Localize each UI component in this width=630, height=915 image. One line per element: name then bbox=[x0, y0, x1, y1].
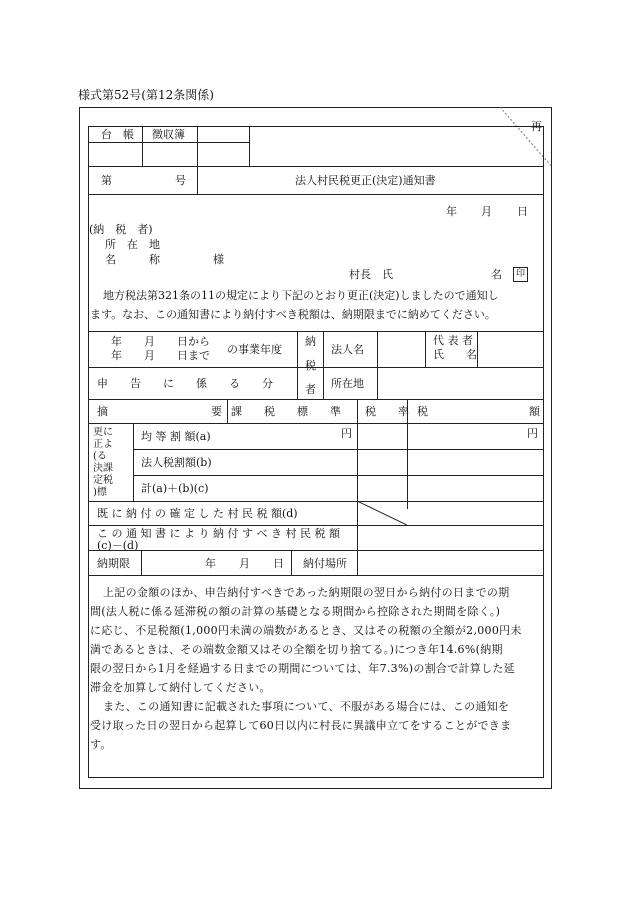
corporation-name-label: 法人名 bbox=[331, 343, 364, 356]
confirmed-tax-label: 既 に 納 付 の 確 定 し た 村 民 税 額(d) bbox=[97, 507, 298, 520]
number-suffix: 号 bbox=[175, 174, 186, 187]
date-year: 年 bbox=[446, 205, 457, 218]
due-month: 月 bbox=[239, 557, 250, 570]
payable-tax-label-2: (c)－(d) bbox=[97, 539, 139, 552]
taxpayer-address-label: 所 在 地 bbox=[105, 238, 160, 251]
fiscal-year-label: の事業年度 bbox=[227, 343, 282, 356]
note-line-6: 滞金を加算して納付してください。 bbox=[90, 681, 271, 694]
due-year: 年 bbox=[205, 557, 216, 570]
taxpayer-vertical-2: 税 bbox=[305, 359, 316, 372]
date-day: 日 bbox=[517, 205, 528, 218]
taxpayer-vertical-1: 納 bbox=[305, 335, 316, 348]
yen-tax: 円 bbox=[527, 427, 538, 440]
tax-base-header: 課 税 標 準 bbox=[231, 405, 341, 418]
date-month: 月 bbox=[481, 205, 492, 218]
note-line-8: 受け取った日の翌日から起算して60日以内に村長に異議申立てをすることができま bbox=[90, 719, 512, 732]
tax-rate-header: 税 率 bbox=[365, 405, 409, 418]
note-line-2: 間(法人税に係る延滞税の額の計算の基礎となる期間から控除された期間を除く。) bbox=[90, 605, 501, 618]
payment-place-label: 納付場所 bbox=[303, 557, 347, 570]
declaration-label: 申 告 に 係 る 分 bbox=[97, 377, 273, 390]
yen-base: 円 bbox=[341, 427, 352, 440]
note-line-3: に応じ、不足税額(1,000円未満の端数があるとき、又はその税額の全額が2,000円未 bbox=[90, 624, 522, 637]
tax-amount-header-b: 額 bbox=[529, 405, 540, 418]
summary-header-a: 摘 bbox=[97, 405, 108, 418]
equal-levy-label: 均 等 割 額(a) bbox=[141, 430, 211, 443]
seal-mark: 印 bbox=[513, 267, 528, 282]
collection-book-label: 徴収簿 bbox=[152, 128, 185, 141]
representative-label-1: 代 表 者 bbox=[433, 334, 473, 347]
side-label: 更に 正よ (る 決課 定税 )標 bbox=[93, 427, 113, 498]
ledger-label: 台 帳 bbox=[101, 128, 134, 141]
blank-diagonal bbox=[357, 501, 407, 550]
payable-tax-label-1: こ の 通 知 書 に よ り 納 付 す べ き 村 民 税 額 bbox=[97, 527, 340, 540]
number-prefix: 第 bbox=[101, 174, 112, 187]
period-to: 年 月 日まで bbox=[111, 349, 210, 362]
form-number: 様式第52号(第12条関係) bbox=[78, 88, 214, 102]
corner-mark: 再 bbox=[531, 120, 542, 133]
document-title: 法人村民税更正(決定)通知書 bbox=[295, 174, 436, 187]
note-line-7: また、この通知書に記載された事項について、不服がある場合には、この通知を bbox=[103, 700, 510, 713]
summary-header-b: 要 bbox=[211, 405, 222, 418]
honorific: 様 bbox=[213, 253, 224, 266]
intro-line-1: 地方税法第321条の11の規定により下記のとおり更正(決定)しましたので通知し bbox=[103, 289, 499, 302]
note-line-1: 上記の金額のほか、申告納付すべきであった納期限の翌日から納付の日までの期 bbox=[103, 586, 510, 599]
taxpayer-name-label: 名 称 bbox=[105, 253, 160, 266]
note-line-4: 満であるときは、その端数金額又はその全額を切り捨てる。)につき年14.6%(納期 bbox=[90, 643, 503, 656]
note-line-5: 限の翌日から1月を経過する日までの期間については、年7.3%)の割合で計算した延 bbox=[90, 662, 516, 675]
form-frame bbox=[88, 126, 544, 778]
note-line-9: す。 bbox=[90, 738, 112, 751]
mayor-title: 村長 氏 bbox=[349, 268, 393, 281]
mayor-name-label: 名 bbox=[491, 268, 502, 281]
taxpayer-vertical-3: 者 bbox=[305, 383, 316, 396]
intro-line-2: ます。なお、この通知書により納付すべき税額は、納期限までに納めてください。 bbox=[90, 308, 496, 321]
total-label: 計(a)＋(b)(c) bbox=[141, 482, 209, 495]
representative-label-2: 氏 名 bbox=[433, 348, 477, 361]
due-date-label: 納期限 bbox=[97, 557, 130, 570]
tax-amount-header-a: 税 bbox=[417, 405, 428, 418]
period-from: 年 月 日から bbox=[111, 335, 210, 348]
due-day: 日 bbox=[273, 557, 284, 570]
location-label: 所在地 bbox=[331, 377, 364, 390]
corporate-tax-levy-label: 法人税割額(b) bbox=[141, 456, 212, 469]
taxpayer-label: (納 税 者) bbox=[89, 223, 153, 236]
